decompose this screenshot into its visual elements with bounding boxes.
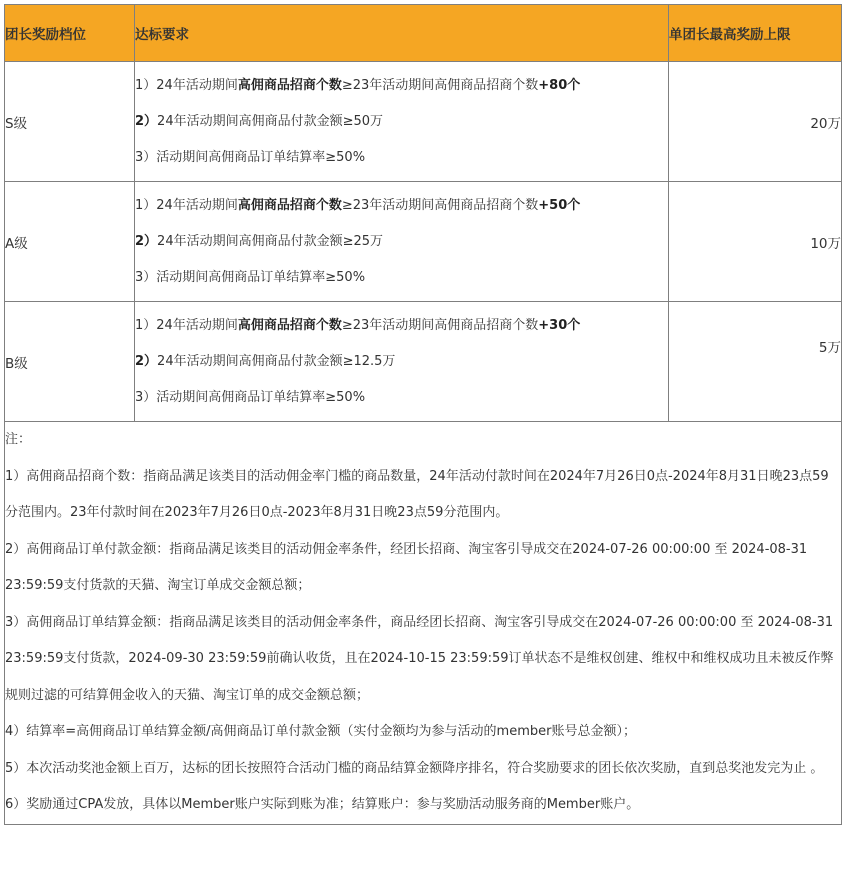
header-level: 团长奖励档位 <box>5 5 135 62</box>
notes-row <box>5 422 842 825</box>
req-line-2 <box>135 224 668 260</box>
req-bold: 2） <box>135 113 158 129</box>
tier-cap: 10万 <box>669 182 842 302</box>
req-line-2 <box>135 104 668 140</box>
reward-table <box>4 4 842 825</box>
notes-title: 注： <box>5 432 32 447</box>
tier-level: A级 <box>5 182 135 302</box>
tier-row-b <box>5 302 842 422</box>
tier-requirements <box>135 62 669 182</box>
note-3: 3）高佣商品订单结算金额：指商品满足该类目的活动佣金率条件，商品经团长招商、淘宝客引导成交在2024-07-26 00:00:00 至 2024-08-31 23:59:59支付货款，2024-09-30 23:59:59前确认收货，且在2024-10-15 23:59:59订单状态不是维权创建、维权中和维权成功且未被反作弊规则过滤的可结算佣金收入的天猫、淘宝订单的成交金额总额； <box>5 614 834 703</box>
note-5: 5）本次活动奖池金额上百万，达标的团长按照符合活动门槛的商品结算金额降序排名，符合奖励要求的团长依次奖励，直到总奖池发完为止 。 <box>5 760 824 776</box>
req-text: 24年活动期间高佣商品付款金额≥12.5万 <box>157 353 396 369</box>
req-line-1 <box>135 308 668 344</box>
req-bold: 高佣商品招商个数 <box>237 197 342 213</box>
tier-row-s <box>5 62 842 182</box>
tier-requirements <box>135 182 669 302</box>
req-bold: 高佣商品招商个数 <box>237 77 342 93</box>
note-6: 6）奖励通过CPA发放，具体以Member账户实际到账为准；结算账户：参与奖励活动服务商的Member账户。 <box>5 797 640 812</box>
tier-level: B级 <box>5 302 135 422</box>
req-bold: +50个 <box>538 197 581 213</box>
tier-requirements <box>135 302 669 422</box>
req-bold: 2） <box>135 233 158 249</box>
header-cap: 单团长最高奖励上限 <box>669 5 842 62</box>
req-line-3: 3）活动期间高佣商品订单结算率≥50% <box>135 389 366 405</box>
req-line-2 <box>135 344 668 380</box>
req-text: 1）24年活动期间 <box>135 317 238 333</box>
req-line-3: 3）活动期间高佣商品订单结算率≥50% <box>135 269 366 285</box>
tier-cap: 20万 <box>669 62 842 182</box>
req-bold: 高佣商品招商个数 <box>237 317 342 333</box>
req-text: 1）24年活动期间 <box>135 77 238 93</box>
req-bold: +30个 <box>538 317 581 333</box>
req-text: 1）24年活动期间 <box>135 197 238 213</box>
req-text: 24年活动期间高佣商品付款金额≥25万 <box>157 233 384 249</box>
note-1: 1）高佣商品招商个数：指商品满足该类目的活动佣金率门槛的商品数量，24年活动付款时间在2024年7月26日0点-2024年8月31日晚23点59分范围内。23年付款时间在2023年7月26日0点-2023年8月31日晚23点59分范围内。 <box>5 468 829 520</box>
header-row <box>5 5 842 62</box>
tier-level: S级 <box>5 62 135 182</box>
tier-cap: 5万 <box>669 302 842 422</box>
tier-row-a <box>5 182 842 302</box>
header-requirements: 达标要求 <box>135 5 669 62</box>
req-line-1 <box>135 68 668 104</box>
req-text: 24年活动期间高佣商品付款金额≥50万 <box>157 113 384 129</box>
req-bold: +80个 <box>538 77 581 93</box>
req-text: ≥23年活动期间高佣商品招商个数 <box>341 197 539 213</box>
req-text: ≥23年活动期间高佣商品招商个数 <box>341 77 539 93</box>
req-bold: 2） <box>135 353 158 369</box>
req-line-1 <box>135 188 668 224</box>
req-text: ≥23年活动期间高佣商品招商个数 <box>341 317 539 333</box>
req-line-3: 3）活动期间高佣商品订单结算率≥50% <box>135 149 366 165</box>
note-4: 4）结算率=高佣商品订单结算金额/高佣商品订单付款金额（实付金额均为参与活动的member账号总金额）； <box>5 724 636 739</box>
note-2: 2）高佣商品订单付款金额：指商品满足该类目的活动佣金率条件，经团长招商、淘宝客引导成交在2024-07-26 00:00:00 至 2024-08-31 23:59:59支付货款的天猫、淘宝订单成交金额总额； <box>5 541 808 593</box>
notes-cell <box>5 422 842 825</box>
